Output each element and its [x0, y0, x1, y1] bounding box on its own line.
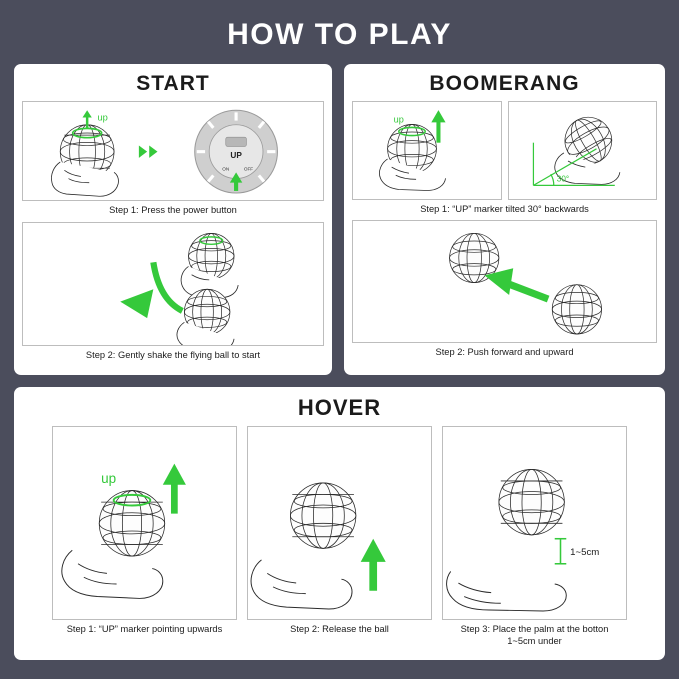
start-step1-illustration: [22, 101, 324, 201]
hover-step2-illustration: [247, 426, 432, 621]
hover-step2-column: [247, 426, 432, 653]
hover-step1-illustration: [52, 426, 237, 621]
start-step2-svg: [23, 223, 323, 345]
boomerang-step1-left-svg: [353, 102, 501, 199]
panel-boomerang: [344, 64, 665, 375]
boomerang-step1-row: [352, 101, 657, 200]
panel-start: [14, 64, 332, 375]
hover-step3-column: [442, 426, 627, 653]
start-step1-caption: Step 1: Press the power button: [109, 205, 237, 216]
up-marker-label-boomerang: up: [393, 114, 404, 125]
hover-step2-caption: Step 2: Release the ball: [290, 624, 389, 635]
shake-arrow-icon: [120, 262, 182, 318]
switch-off-label: OFF: [243, 166, 254, 172]
hover-step3-caption-line2: 1~5cm under: [507, 635, 562, 646]
release-arrow-icon: [361, 538, 386, 590]
up-marker-label-start: up: [97, 112, 108, 123]
page-title: HOW TO PLAY: [227, 18, 452, 51]
boomerang-step1-left-illustration: [352, 101, 502, 200]
hover-step1-caption: Step 1: “UP” marker pointing upwards: [66, 624, 223, 635]
up-marker-label-hover: up: [101, 470, 117, 486]
hover-step1-column: [52, 426, 237, 653]
up-arrow-icon-hover: [163, 463, 186, 513]
switch-up-label: UP: [230, 150, 242, 160]
start-step1-svg: [23, 102, 323, 200]
power-switch-dial: [195, 110, 278, 193]
panel-start-title: START: [136, 72, 210, 95]
boomerang-step1-caption: Step 1: “UP” marker tilted 30° backwards: [420, 203, 589, 214]
angle-label: 30°: [556, 174, 569, 184]
hover-step3-caption-line1: Step 3: Place the palm at the botton: [460, 624, 609, 635]
hover-step2-svg: [248, 427, 431, 620]
panel-hover: [14, 387, 665, 661]
distance-indicator: [555, 538, 567, 563]
boomerang-step2-illustration: [352, 220, 657, 343]
start-step2-illustration: [22, 222, 324, 346]
distance-label: 1~5cm: [570, 546, 600, 558]
top-panels-row: [0, 64, 679, 375]
panel-hover-title: HOVER: [297, 394, 382, 420]
hover-step3-svg: [443, 427, 626, 620]
switch-on-label: ON: [222, 166, 230, 172]
boomerang-step1-right-illustration: [508, 101, 658, 200]
hover-step3-illustration: [442, 426, 627, 621]
start-step2-caption: Step 2: Gently shake the flying ball to start: [85, 349, 261, 360]
hover-step1-svg: [53, 427, 236, 620]
boomerang-step2-caption: Step 2: Push forward and upward: [435, 347, 574, 358]
transition-arrows-icon: [139, 145, 158, 157]
hover-step3-caption: [442, 620, 627, 652]
boomerang-step1-right-svg: [509, 102, 657, 199]
panel-boomerang-title: BOOMERANG: [429, 72, 580, 95]
hover-steps-grid: [24, 426, 655, 653]
boomerang-step2-svg: [353, 221, 656, 342]
